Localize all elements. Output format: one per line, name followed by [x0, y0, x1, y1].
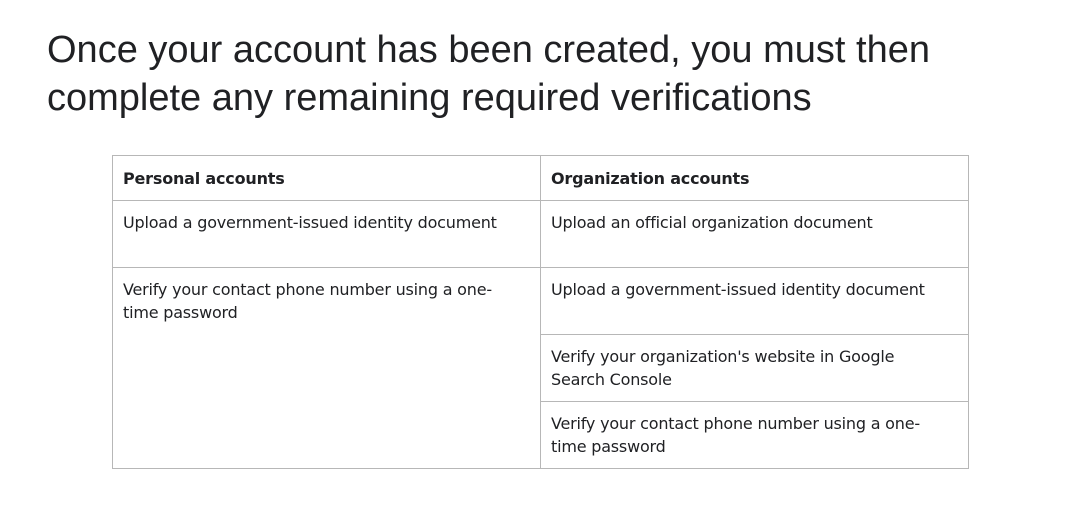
- page-title: Once your account has been created, you must then complete any remaining required verifications: [47, 29, 930, 119]
- personal-requirement: Verify your contact phone number using a one-time password: [113, 268, 541, 469]
- table-row: [113, 201, 969, 268]
- header-personal-accounts: Personal accounts: [113, 156, 541, 201]
- organization-requirement: Upload an official organization document: [541, 201, 969, 268]
- table-row: [113, 268, 969, 335]
- header-organization-accounts: Organization accounts: [541, 156, 969, 201]
- verifications-table: [112, 155, 969, 469]
- organization-requirement: Verify your contact phone number using a one-time password: [541, 402, 969, 469]
- organization-requirement: Upload a government-issued identity document: [541, 268, 969, 335]
- personal-requirement: Upload a government-issued identity document: [113, 201, 541, 268]
- table-header-row: [113, 156, 969, 201]
- organization-requirement: Verify your organization's website in Google Search Console: [541, 335, 969, 402]
